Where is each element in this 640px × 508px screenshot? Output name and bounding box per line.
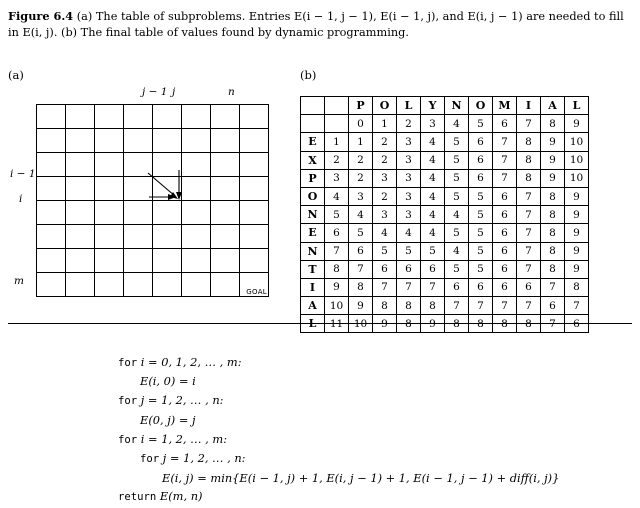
grid-cell — [95, 177, 124, 201]
dp-cell: 8 — [517, 133, 541, 151]
dp-cell: 5 — [421, 242, 445, 260]
pseudocode-line-5 — [118, 430, 559, 449]
dp-cell: 5 — [469, 206, 493, 224]
dp-cell: 4 — [373, 224, 397, 242]
dp-table-row — [301, 187, 589, 205]
grid-cell-goal — [240, 273, 269, 297]
grid-cell — [124, 153, 153, 177]
dp-cell: 6 — [565, 315, 589, 333]
dp-row-header: L — [301, 315, 325, 333]
dp-cell: 7 — [493, 297, 517, 315]
grid-cell — [240, 105, 269, 129]
grid-cell — [124, 249, 153, 273]
dp-cell: 8 — [517, 315, 541, 333]
dp-cell: 7 — [349, 260, 373, 278]
dp-cell: 8 — [421, 297, 445, 315]
dp-cell: 4 — [397, 224, 421, 242]
dp-cell: 9 — [565, 187, 589, 205]
panel-a-label: (a) — [8, 68, 24, 82]
dp-cell: 7 — [541, 315, 565, 333]
grid-cell — [211, 129, 240, 153]
grid-cell — [153, 273, 182, 297]
dp-cell: 3 — [373, 206, 397, 224]
grid-row — [37, 153, 269, 177]
grid-cell — [153, 105, 182, 129]
dp-corner-cell — [325, 97, 349, 115]
dp-header-row — [301, 97, 589, 115]
dp-column-header: O — [373, 97, 397, 115]
caption-text-b: (b) The final table of values found by dynamic programming. — [61, 26, 409, 40]
pseudocode-keyword-return: return — [118, 491, 157, 504]
dp-cell: 10 — [565, 151, 589, 169]
grid-cell — [37, 105, 66, 129]
grid-row — [37, 249, 269, 273]
grid-row — [37, 129, 269, 153]
dp-cell: 7 — [493, 151, 517, 169]
dp-cell: 4 — [445, 242, 469, 260]
grid-cell — [124, 177, 153, 201]
dp-table-row — [301, 278, 589, 296]
dp-cell: 6 — [397, 260, 421, 278]
dp-cell: 5 — [469, 242, 493, 260]
grid-cell — [182, 225, 211, 249]
pseudocode-line-8 — [118, 487, 559, 506]
dp-cell: 3 — [397, 169, 421, 187]
dp-column-header: I — [517, 97, 541, 115]
dp-cell: 3 — [421, 115, 445, 133]
dp-cell: 8 — [325, 260, 349, 278]
dp-row-header: N — [301, 206, 325, 224]
dp-cell: 7 — [517, 260, 541, 278]
grid-cell — [182, 249, 211, 273]
grid-cell — [95, 153, 124, 177]
dp-column-header: A — [541, 97, 565, 115]
dp-table-row — [301, 224, 589, 242]
grid-annotation-j-minus-1: j − 1 — [142, 86, 168, 98]
grid-cell — [182, 105, 211, 129]
dp-cell: 5 — [445, 169, 469, 187]
grid-cell — [37, 153, 66, 177]
dp-cell: 4 — [421, 133, 445, 151]
dp-cell: 8 — [445, 315, 469, 333]
grid-cell — [211, 249, 240, 273]
grid-cell — [153, 177, 182, 201]
grid-cell — [240, 249, 269, 273]
grid-cell — [124, 105, 153, 129]
dp-column-header: M — [493, 97, 517, 115]
dp-cell: 7 — [565, 297, 589, 315]
pseudocode-expr-3: j = 1, 2, … , n: — [140, 393, 224, 408]
grid-cell — [66, 153, 95, 177]
dp-cell: 8 — [493, 315, 517, 333]
dp-table-head — [301, 97, 589, 115]
grid-cell — [153, 249, 182, 273]
grid-cell — [66, 129, 95, 153]
subproblem-grid — [36, 104, 269, 297]
dp-cell: 6 — [373, 260, 397, 278]
goal-label: GOAL — [246, 288, 267, 296]
dp-cell: 4 — [421, 224, 445, 242]
dp-cell: 9 — [541, 169, 565, 187]
grid-cell — [182, 273, 211, 297]
dp-cell: 8 — [373, 297, 397, 315]
grid-cell — [124, 201, 153, 225]
dp-cell: 9 — [373, 315, 397, 333]
dp-cell: 8 — [565, 278, 589, 296]
grid-annotation-i: i — [19, 193, 23, 205]
grid-cell — [182, 201, 211, 225]
grid-cell — [95, 249, 124, 273]
grid-row — [37, 225, 269, 249]
pseudocode-line-1 — [118, 353, 559, 372]
dp-table-row — [301, 169, 589, 187]
dp-table-row — [301, 242, 589, 260]
grid-cell — [211, 177, 240, 201]
grid-cell — [182, 153, 211, 177]
grid-annotation-j: j — [172, 86, 176, 98]
grid-cell — [95, 225, 124, 249]
dp-cell: 10 — [565, 133, 589, 151]
dp-cell: 3 — [397, 187, 421, 205]
dp-cell: 5 — [469, 187, 493, 205]
dp-cell: 6 — [493, 278, 517, 296]
grid-cell — [211, 201, 240, 225]
dp-cell: 2 — [397, 115, 421, 133]
dp-cell: 4 — [421, 187, 445, 205]
dp-table-row — [301, 260, 589, 278]
pseudocode-line-7 — [118, 469, 559, 488]
dp-cell: 3 — [397, 151, 421, 169]
dp-cell: 8 — [541, 187, 565, 205]
dp-cell: 4 — [349, 206, 373, 224]
dp-cell: 8 — [541, 242, 565, 260]
grid-cell — [66, 225, 95, 249]
dp-cell: 6 — [493, 115, 517, 133]
grid-row — [37, 105, 269, 129]
grid-cell — [124, 273, 153, 297]
pseudocode-expr-7: E(i, j) = min{E(i − 1, j) + 1, E(i, j − 1) + 1, E(i − 1, j − 1) + diff(i, j)} — [162, 470, 560, 485]
grid-cell — [240, 201, 269, 225]
dp-row-header: E — [301, 133, 325, 151]
dp-cell: 8 — [517, 151, 541, 169]
grid-row — [37, 201, 269, 225]
grid-cell — [66, 201, 95, 225]
dp-cell: 7 — [517, 187, 541, 205]
dp-cell: 5 — [325, 206, 349, 224]
dp-cell: 5 — [469, 115, 493, 133]
dp-cell: 9 — [421, 315, 445, 333]
dp-table-body — [301, 115, 589, 333]
grid-cell — [240, 225, 269, 249]
dp-cell: 9 — [565, 260, 589, 278]
grid-cell — [124, 129, 153, 153]
dp-cell: 7 — [445, 297, 469, 315]
dp-cell: 0 — [349, 115, 373, 133]
dp-cell: 5 — [469, 260, 493, 278]
grid-cell — [211, 153, 240, 177]
grid-cell — [95, 105, 124, 129]
dp-table-row — [301, 151, 589, 169]
grid-cell — [66, 273, 95, 297]
dp-cell: 6 — [493, 260, 517, 278]
grid-cell — [37, 177, 66, 201]
dp-cell: 5 — [445, 224, 469, 242]
dp-cell: 11 — [325, 315, 349, 333]
grid-cell — [124, 225, 153, 249]
dp-cell: 1 — [349, 133, 373, 151]
grid-cell — [211, 273, 240, 297]
dp-cell — [325, 115, 349, 133]
dp-column-header: N — [445, 97, 469, 115]
subproblem-grid-table — [36, 104, 269, 297]
dp-table-row — [301, 297, 589, 315]
dp-cell: 2 — [373, 187, 397, 205]
pseudocode-block — [118, 353, 559, 507]
pseudocode-line-6 — [118, 449, 559, 468]
pseudocode-keyword-for-1: for — [118, 357, 138, 369]
panel-b-label: (b) — [300, 68, 317, 82]
dp-cell: 1 — [373, 115, 397, 133]
dp-column-header: P — [349, 97, 373, 115]
grid-cell — [37, 249, 66, 273]
grid-cell — [37, 225, 66, 249]
dp-row-header: I — [301, 278, 325, 296]
dp-corner-cell — [301, 97, 325, 115]
dp-table — [300, 96, 589, 333]
dp-cell: 10 — [349, 315, 373, 333]
dp-cell: 6 — [541, 297, 565, 315]
grid-cell — [182, 177, 211, 201]
dp-cell: 5 — [373, 242, 397, 260]
dp-column-header: L — [397, 97, 421, 115]
dp-cell: 8 — [541, 260, 565, 278]
dp-cell: 6 — [493, 187, 517, 205]
dp-cell: 7 — [517, 115, 541, 133]
grid-row — [37, 273, 269, 297]
grid-cell — [240, 129, 269, 153]
dp-cell: 7 — [493, 169, 517, 187]
dp-cell: 6 — [517, 278, 541, 296]
grid-cell — [153, 201, 182, 225]
dp-cell: 8 — [469, 315, 493, 333]
dp-column-header: Y — [421, 97, 445, 115]
dp-cell: 7 — [517, 297, 541, 315]
dp-cell: 3 — [349, 187, 373, 205]
figure-number: Figure 6.4 — [8, 9, 74, 23]
grid-cell — [37, 201, 66, 225]
dp-row-header — [301, 115, 325, 133]
grid-cell — [37, 273, 66, 297]
grid-cell — [95, 129, 124, 153]
dp-cell: 3 — [373, 169, 397, 187]
pseudocode-keyword-for-4: for — [140, 453, 160, 466]
pseudocode-keyword-for-3: for — [118, 433, 138, 446]
grid-cell — [153, 225, 182, 249]
pseudocode-expr-4: E(0, j) = j — [140, 412, 196, 427]
dp-cell: 9 — [541, 133, 565, 151]
dp-cell: 2 — [373, 133, 397, 151]
dp-table-row — [301, 133, 589, 151]
dp-cell: 8 — [397, 297, 421, 315]
dp-cell: 3 — [325, 169, 349, 187]
pseudocode-expr-1: i = 0, 1, 2, … , m: — [140, 355, 242, 369]
dp-cell: 7 — [325, 242, 349, 260]
dp-cell: 6 — [493, 224, 517, 242]
caption-text-a: (a) The table of subproblems. Entries E(i − 1, j − 1), E(i − 1, j), and E(i, j − 1) are needed to fill in E(i, j). — [8, 10, 624, 40]
dp-row-header: E — [301, 224, 325, 242]
grid-cell — [95, 201, 124, 225]
dp-row-header: A — [301, 297, 325, 315]
pseudocode-line-2 — [118, 372, 559, 391]
dp-row-header: X — [301, 151, 325, 169]
pseudocode-expr-8: E(m, n) — [159, 489, 203, 504]
grid-annotation-i-minus-1: i − 1 — [10, 168, 36, 180]
dp-cell: 5 — [445, 133, 469, 151]
dp-cell: 5 — [445, 260, 469, 278]
dp-cell: 9 — [565, 206, 589, 224]
dp-table-row — [301, 115, 589, 133]
grid-cell — [66, 105, 95, 129]
dp-cell: 6 — [421, 260, 445, 278]
dp-cell: 9 — [349, 297, 373, 315]
dp-cell: 3 — [397, 133, 421, 151]
dp-cell: 10 — [325, 297, 349, 315]
dp-cell: 6 — [493, 206, 517, 224]
dp-cell: 6 — [349, 242, 373, 260]
dp-cell: 7 — [373, 278, 397, 296]
dp-cell: 8 — [541, 224, 565, 242]
dp-cell: 6 — [469, 151, 493, 169]
dp-cell: 7 — [397, 278, 421, 296]
dp-cell: 4 — [421, 151, 445, 169]
grid-cell — [66, 177, 95, 201]
grid-cell — [153, 129, 182, 153]
dp-cell: 2 — [373, 151, 397, 169]
dp-cell: 4 — [325, 187, 349, 205]
dp-table-wrapper — [300, 96, 589, 333]
dp-cell: 6 — [469, 169, 493, 187]
grid-cell — [37, 129, 66, 153]
grid-cell — [211, 225, 240, 249]
dp-cell: 3 — [397, 206, 421, 224]
dp-cell: 7 — [517, 206, 541, 224]
dp-cell: 6 — [493, 242, 517, 260]
figure-caption — [8, 8, 632, 41]
dp-cell: 8 — [541, 206, 565, 224]
grid-cell — [95, 273, 124, 297]
dp-cell: 7 — [541, 278, 565, 296]
dp-cell: 6 — [469, 278, 493, 296]
dp-cell: 7 — [421, 278, 445, 296]
dp-cell: 6 — [469, 133, 493, 151]
dp-cell: 8 — [349, 278, 373, 296]
grid-annotation-n: n — [228, 86, 235, 98]
dp-cell: 1 — [325, 133, 349, 151]
dp-cell: 6 — [325, 224, 349, 242]
dp-cell: 6 — [445, 278, 469, 296]
grid-cell — [240, 177, 269, 201]
dp-cell: 4 — [421, 206, 445, 224]
dp-row-header: O — [301, 187, 325, 205]
dp-table-row — [301, 206, 589, 224]
dp-cell: 9 — [541, 151, 565, 169]
pseudocode-line-4 — [118, 411, 559, 430]
dp-cell: 5 — [445, 151, 469, 169]
dp-cell: 7 — [517, 224, 541, 242]
dp-column-header: O — [469, 97, 493, 115]
pseudocode-keyword-for-2: for — [118, 395, 138, 408]
grid-cell — [240, 153, 269, 177]
dp-cell: 7 — [493, 133, 517, 151]
dp-cell: 4 — [421, 169, 445, 187]
dp-cell: 5 — [469, 224, 493, 242]
dp-cell: 9 — [565, 115, 589, 133]
dp-cell: 8 — [541, 115, 565, 133]
dp-cell: 5 — [397, 242, 421, 260]
dp-cell: 5 — [349, 224, 373, 242]
dp-cell: 4 — [445, 206, 469, 224]
dp-cell: 2 — [349, 169, 373, 187]
pseudocode-expr-2: E(i, 0) = i — [140, 374, 196, 389]
dp-cell: 4 — [445, 115, 469, 133]
dp-cell: 2 — [325, 151, 349, 169]
dp-row-header: N — [301, 242, 325, 260]
dp-cell: 5 — [445, 187, 469, 205]
dp-cell: 8 — [517, 169, 541, 187]
dp-row-header: T — [301, 260, 325, 278]
grid-cell — [211, 105, 240, 129]
dp-row-header: P — [301, 169, 325, 187]
dp-cell: 10 — [565, 169, 589, 187]
grid-annotation-m: m — [14, 275, 24, 287]
grid-cell — [153, 153, 182, 177]
section-divider — [8, 323, 632, 324]
dp-cell: 7 — [469, 297, 493, 315]
dp-cell: 9 — [325, 278, 349, 296]
pseudocode-expr-5: i = 1, 2, … , m: — [140, 431, 228, 446]
pseudocode-expr-6: j = 1, 2, … , n: — [162, 451, 246, 466]
dp-cell: 7 — [517, 242, 541, 260]
grid-cell — [182, 129, 211, 153]
dp-cell: 8 — [397, 315, 421, 333]
grid-row — [37, 177, 269, 201]
dp-cell: 9 — [565, 224, 589, 242]
dp-column-header: L — [565, 97, 589, 115]
dp-cell: 9 — [565, 242, 589, 260]
pseudocode-line-3 — [118, 391, 559, 410]
grid-cell — [66, 249, 95, 273]
dp-cell: 2 — [349, 151, 373, 169]
